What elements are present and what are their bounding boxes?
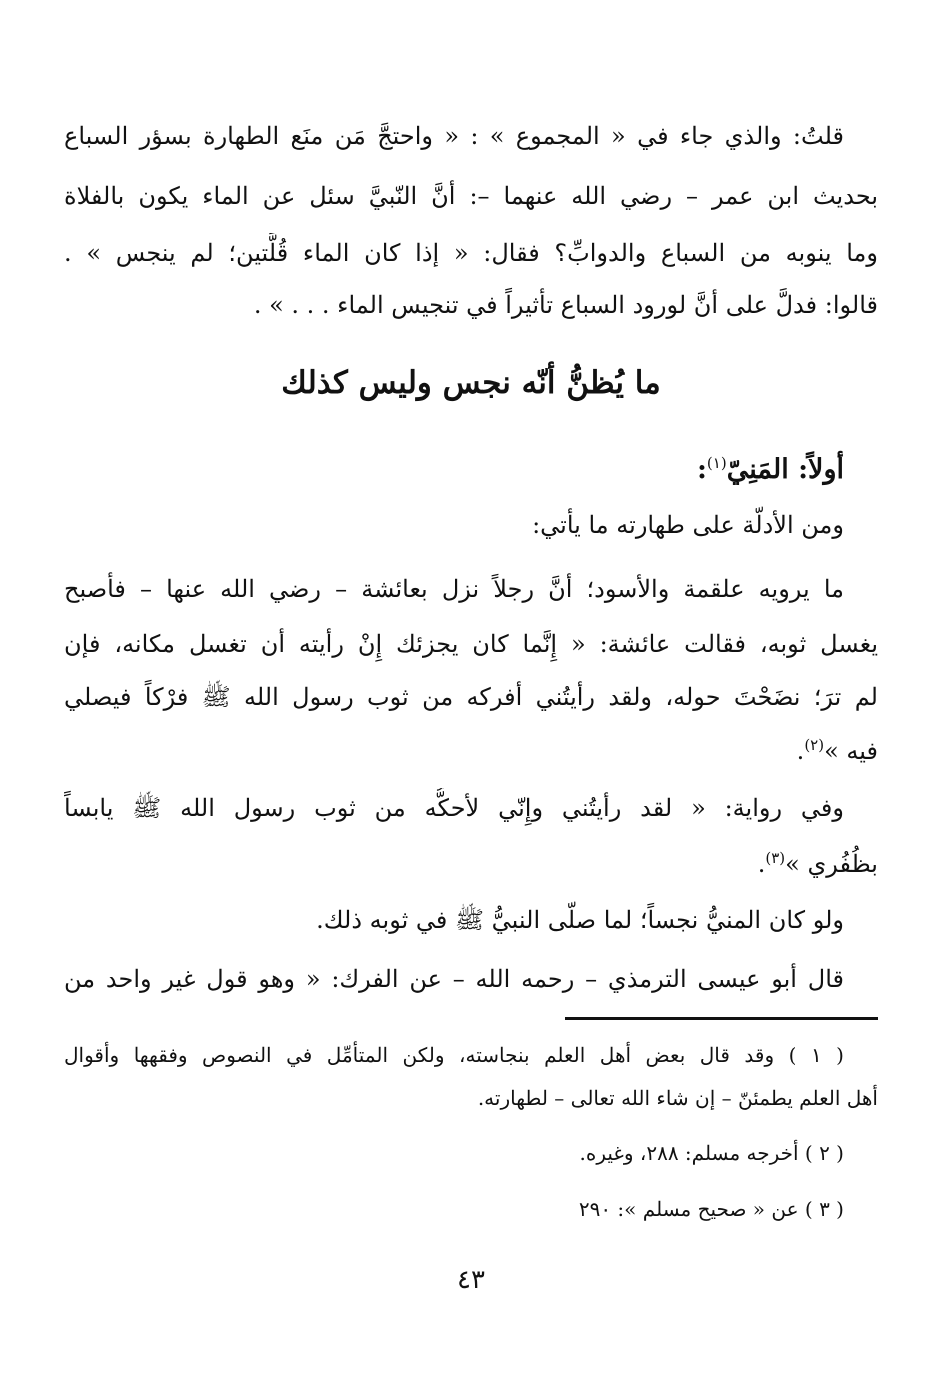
- footnote-line: ( ٢ ) أخرجه مسلم: ٢٨٨، وغيره.: [579, 1141, 844, 1165]
- footnote-ref: (١): [706, 454, 727, 472]
- section-heading: ما يُظنُّ أنّه نجس وليس كذلك: [281, 365, 661, 401]
- paragraph-line: ما يرويه علقمة والأسود؛ أنَّ رجلاً نزل بعائشة – رضي الله عنها – فأصبح: [64, 575, 844, 603]
- subheading: [697, 441, 844, 485]
- intro-line: ومن الأدلّة على طهارته ما يأتي:: [532, 511, 844, 539]
- paragraph-text: بظُفُري »: [785, 850, 878, 878]
- paragraph-line: بحديث ابن عمر – رضي الله عنهما –: أنَّ النّبيَّ سئل عن الماء يكون بالفلاة: [64, 182, 878, 210]
- period: .: [757, 850, 766, 878]
- footnote-ref: (٢): [804, 736, 825, 754]
- paragraph-line: [64, 725, 878, 765]
- subheading-text: أولاً: المَنِيّ: [726, 454, 844, 485]
- subheading-colon: :: [696, 454, 707, 485]
- footnote-ref: (٣): [765, 849, 786, 867]
- footnote-separator: [565, 1017, 878, 1020]
- paragraph-line: وما ينوبه من السباع والدوابِّ؟ فقال: « إذا كان الماء قُلَّتين؛ لم ينجس » .: [64, 239, 878, 267]
- paragraph-line: وفي رواية: « لقد رأيتُني وإِنّي لأحكُّه من ثوب رسول الله ﷺ يابساً: [64, 794, 844, 822]
- paragraph-line: [64, 838, 878, 878]
- page-number: ٤٣: [457, 1265, 485, 1295]
- paragraph-line: قالوا: فدلَّ على أنَّ لورود السباع تأثيراً في تنجيس الماء . . . » .: [253, 291, 878, 319]
- footnote-line: ( ١ ) وقد قال بعض أهل العلم بنجاسته، ولكن المتأمِّل في النصوص وفقهها وأقوال: [64, 1043, 844, 1067]
- paragraph-line: قلتُ: والذي جاء في « المجموع » : « واحتجَّ مَن منَع الطهارة بسؤر السباع: [64, 122, 844, 150]
- paragraph-line: لم ترَ؛ نضَحْتَ حوله، ولقد رأيتُني أفركه من ثوب رسول الله ﷺ فرْكاً فيصلي: [64, 683, 878, 711]
- footnote-line: ( ٣ ) عن « صحيح مسلم »: ٢٩٠: [578, 1197, 844, 1221]
- period: .: [796, 737, 805, 765]
- paragraph-text: فيه »: [824, 737, 878, 765]
- paragraph-line: قال أبو عيسى الترمذي – رحمه الله – عن الفرك: « وهو قول غير واحد من: [64, 965, 844, 993]
- footnote-line: أهل العلم يطمئنّ – إن شاء الله تعالى – لطهارته.: [477, 1086, 878, 1110]
- paragraph-line: ولو كان المنيُّ نجساً؛ لما صلّى النبيُّ ﷺ في ثوبه ذلك.: [316, 906, 844, 934]
- paragraph-line: يغسل ثوبه، فقالت عائشة: « إِنَّما كان يجزئك إِنْ رأيته أن تغسل مكانه، فإن: [64, 630, 878, 658]
